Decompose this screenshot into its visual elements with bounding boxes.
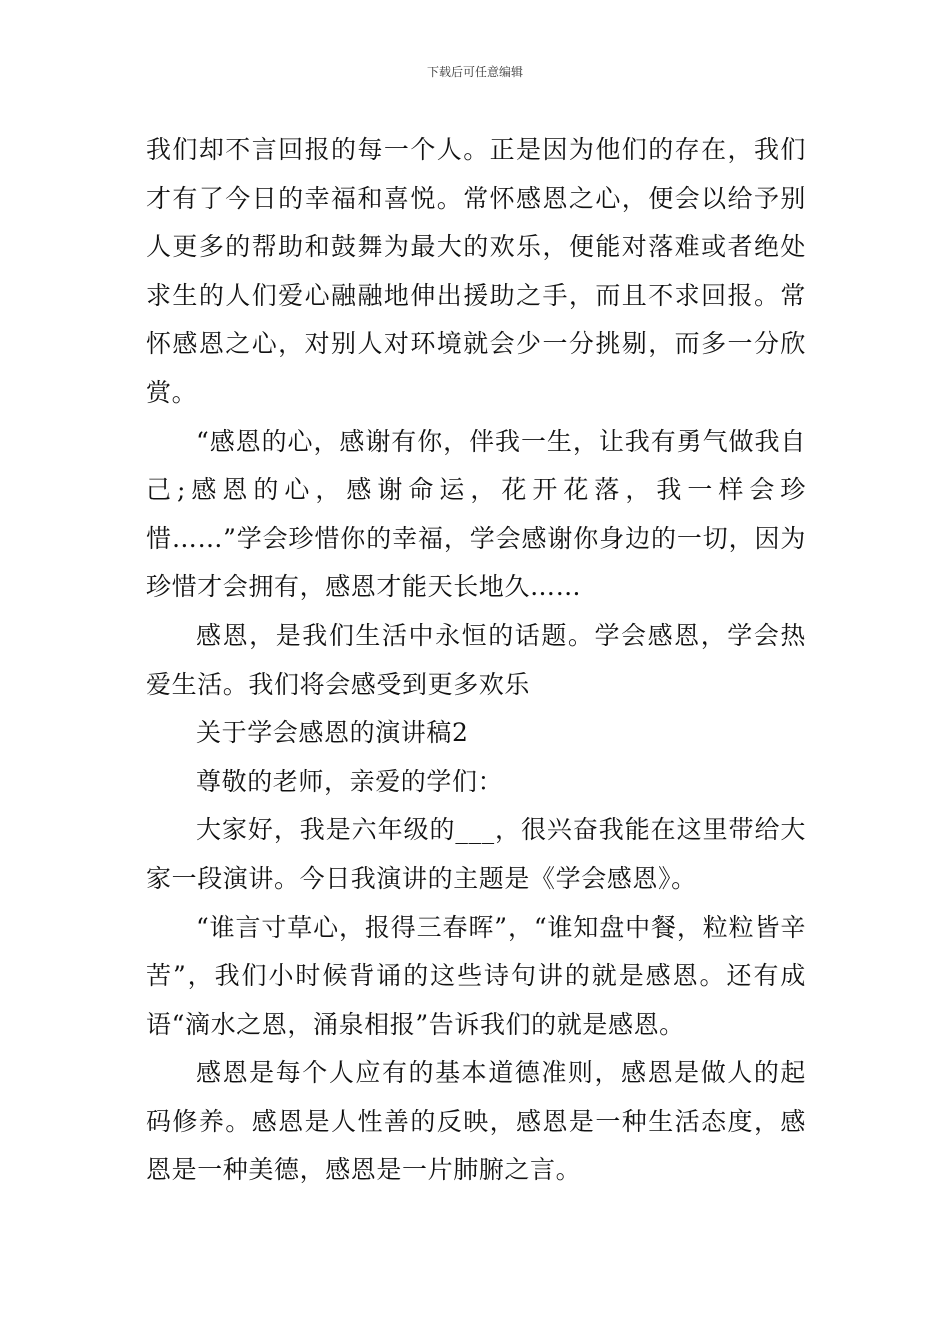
salutation: 尊敬的老师，亲爱的学们： <box>196 766 504 796</box>
paragraph-8: 感恩是每个人应有的基本道德准则，感恩是做人的起码修养。感恩是人性善的反映，感恩是一种生活态度，感恩是一种美德，感恩是一片肺腑之言。 <box>146 1058 806 1185</box>
section-title: 关于学会感恩的演讲稿2 <box>196 718 469 748</box>
paragraph-3: 感恩，是我们生活中永恒的话题。学会感恩，学会热爱生活。我们将会感受到更多欢乐 <box>146 620 806 699</box>
paragraph-1: 我们却不言回报的每一个人。正是因为他们的存在，我们才有了今日的幸福和喜悦。常怀感恩之心，便会以给予别人更多的帮助和鼓舞为最大的欢乐，便能对落难或者绝处求生的人们爱心融融地伸出援助之手，而且不求回报。常怀感恩之心，对别人对环境就会少一分挑剔，而多一分欣赏。 <box>146 135 806 407</box>
paragraph-2: “感恩的心，感谢有你，伴我一生，让我有勇气做我自己;感恩的心，感谢命运，花开花落，我一样会珍惜……”学会珍惜你的幸福，学会感谢你身边的一切，因为珍惜才会拥有，感恩才能天长地久…… <box>146 426 806 602</box>
paragraph-6: 大家好，我是六年级的___，很兴奋我能在这里带给大家一段演讲。今日我演讲的主题是《学会感恩》。 <box>146 815 806 893</box>
page-header: 下载后可任意编辑 <box>426 65 523 79</box>
paragraph-7: “谁言寸草心，报得三春晖”，“谁知盘中餐，粒粒皆辛苦”，我们小时候背诵的这些诗句讲的就是感恩。还有成语“滴水之恩，涌泉相报”告诉我们的就是感恩。 <box>146 912 806 1039</box>
document-body <box>146 126 806 1195</box>
